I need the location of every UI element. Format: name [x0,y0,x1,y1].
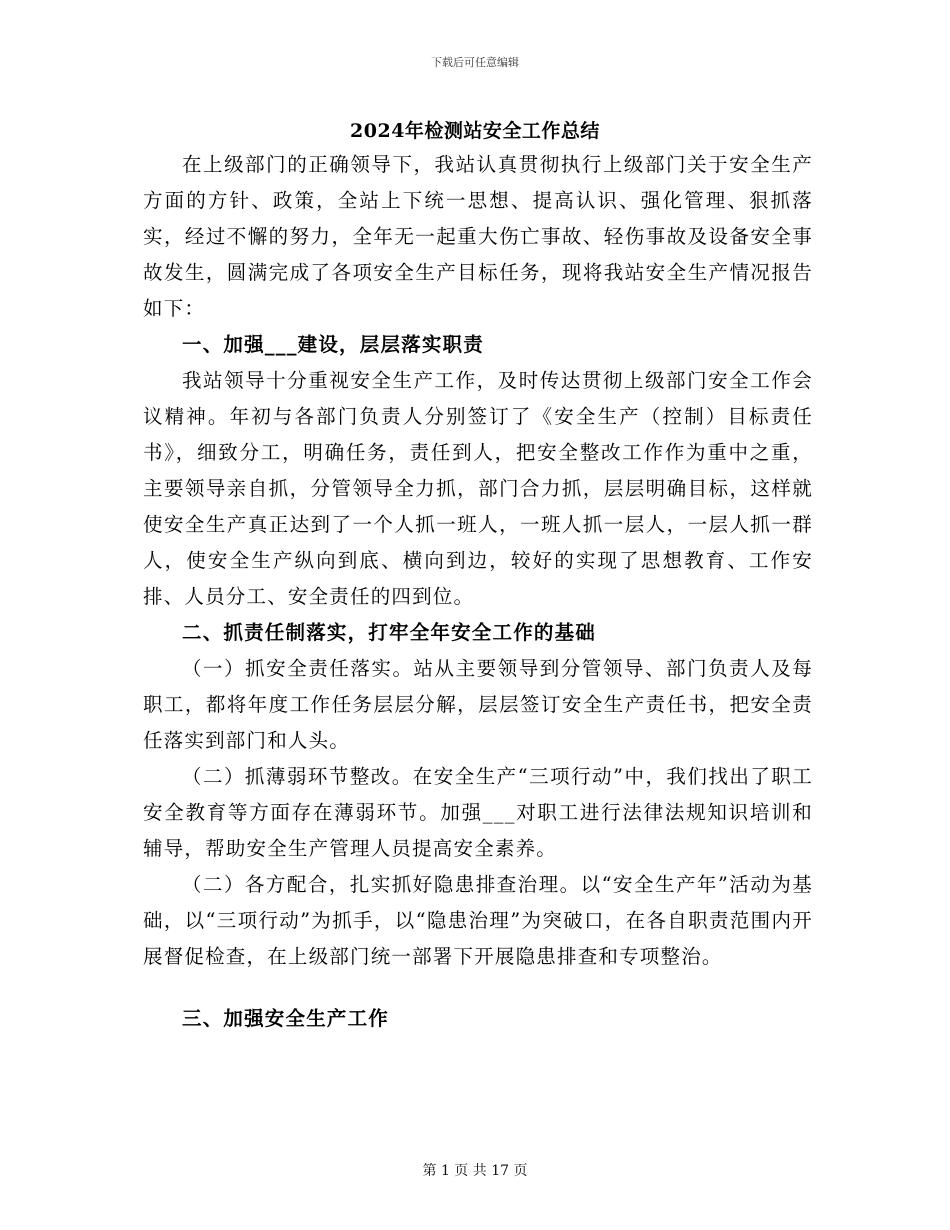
header-note: 下载后可任意编辑 [431,56,519,69]
intro-paragraph: 在上级部门的正确领导下，我站认真贯彻执行上级部门关于安全生产方面的方针、政策，全站上下统一思想、提高认识、强化管理、狠抓落实，经过不懈的努力，全年无一起重大伤亡事故、轻伤事故及设备安全事故发生，圆满完成了各项安全生产目标任务，现将我站安全生产情况报告如下： [143,153,813,320]
section-heading-3: 三、加强安全生产工作 [182,1007,390,1030]
spacer [143,975,813,1001]
section-2-item-1: （一）抓安全责任落实。站从主要领导到分管领导、部门负责人及每职工，都将年度工作任务层层分解，层层签订安全生产责任书，把安全责任落实到部门和人头。 [143,657,813,752]
section-heading-2: 二、抓责任制落实，打牢全年安全工作的基础 [182,621,597,644]
section-1-paragraph: 我站领导十分重视安全生产工作，及时传达贯彻上级部门安全工作会议精神。年初与各部门负责人分别签订了《安全生产（控制）目标责任书》，细致分工，明确任务，责任到人，把安全整改工作作为重中之重，主要领导亲自抓，分管领导全力抓，部门合力抓，层层明确目标，这样就使安全生产真正达到了一个人抓一班人，一班人抓一层人，一层人抓一群人，使安全生产纵向到底、横向到边，较好的实现了思想教育、工作安排、人员分工、安全责任的四到位。 [143,369,813,608]
document-title: 2024年检测站安全工作总结 [350,120,600,142]
section-2-item-2: （二）抓薄弱环节整改。在安全生产“三项行动”中，我们找出了职工安全教育等方面存在薄弱环节。加强___对职工进行法律法规知识培训和辅导，帮助安全生产管理人员提高安全素养。 [143,765,813,860]
section-heading-1: 一、加强___建设，层层落实职责 [182,333,484,356]
document-body [143,147,813,1037]
section-2-item-3: （二）各方配合，扎实抓好隐患排查治理。以“安全生产年”活动为基础，以“三项行动”为抓手，以“隐患治理”为突破口，在各自职责范围内开展督促检查，在上级部门统一部署下开展隐患排查和专项整治。 [143,873,813,968]
page-number: 第 1 页 共 17 页 [422,1163,528,1179]
